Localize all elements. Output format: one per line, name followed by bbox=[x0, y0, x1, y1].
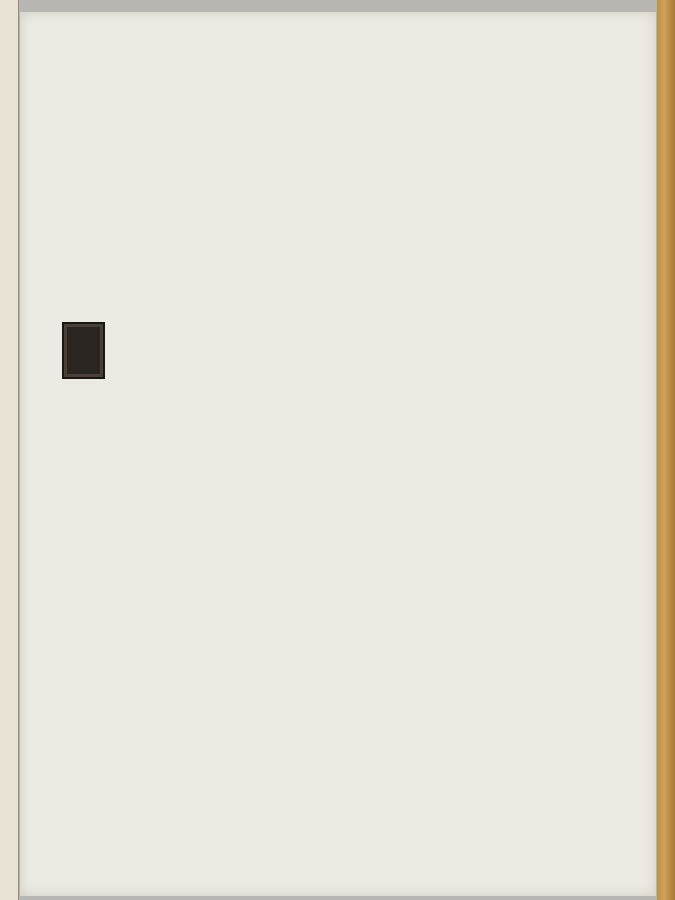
book-page bbox=[20, 12, 656, 896]
left-facing-page bbox=[0, 0, 19, 900]
decorated-initial bbox=[62, 322, 105, 379]
page-edge bbox=[657, 0, 675, 900]
